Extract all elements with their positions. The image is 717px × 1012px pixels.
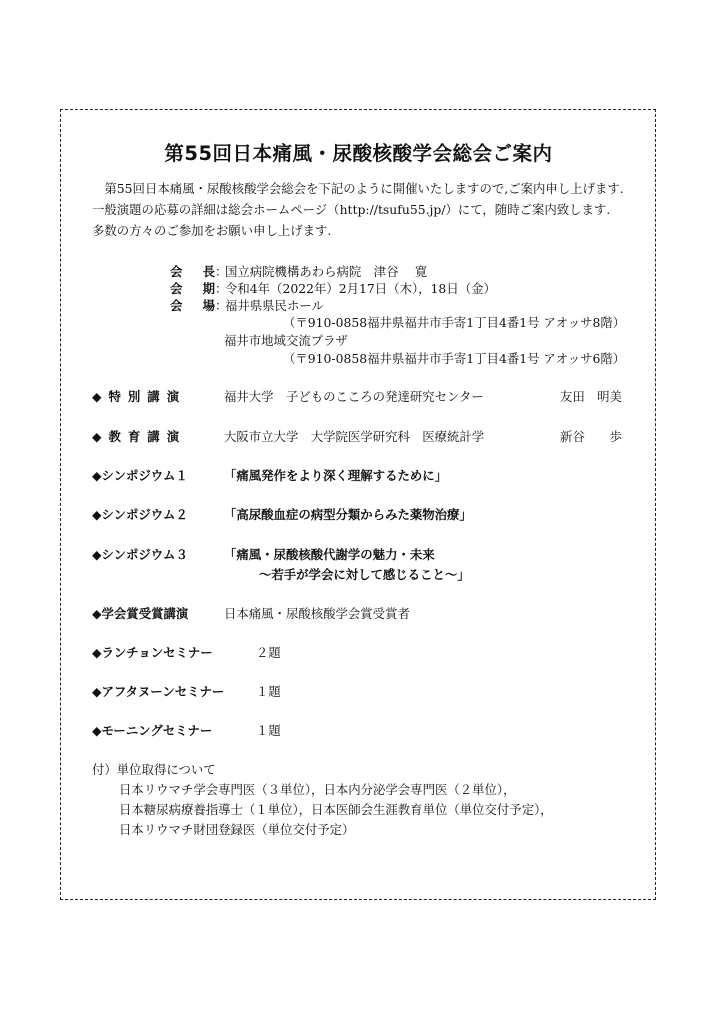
afternoon-seminar-count: １題	[256, 684, 281, 699]
colon: ：	[215, 298, 228, 313]
credits-line: 日本リウマチ財団登録医（単位交付予定）	[119, 822, 355, 837]
venue2-name: 福井市地域交流プラザ	[224, 333, 348, 348]
chair-row	[170, 262, 427, 280]
venue-row	[170, 296, 324, 314]
intro-line: 一般演題の応募の詳細は総会ホームページ（http://tsufu55.jp/）にて，随時ご案内致します.	[92, 202, 611, 217]
chair-value: 国立病院機構あわら病院 津谷 寛	[225, 264, 428, 279]
education-lecture-heading: ◆教育講演	[92, 429, 187, 444]
symposium2-heading: ◆シンポジウム２	[92, 507, 188, 522]
colon: ：	[215, 264, 228, 279]
afternoon-seminar-heading: ◆アフタヌーンセミナー	[92, 684, 225, 699]
colon: ：	[215, 281, 228, 296]
special-lecture-heading: ◆特別講演	[92, 389, 187, 404]
venue-label: 会場	[170, 298, 215, 313]
intro-line: 多数の方々のご参加をお願い申し上げます.	[92, 223, 332, 238]
chair-label: 会長	[170, 264, 215, 279]
venue1-address: （〒910‐0858福井県福井市手寄1丁目4番1号 アオッサ8階）	[283, 315, 626, 330]
credits-line: 日本リウマチ学会専門医（３単位），日本内分泌学会専門医（２単位），	[119, 782, 516, 797]
venue2-address: （〒910‐0858福井県福井市手寄1丁目4番1号 アオッサ6階）	[283, 351, 626, 366]
intro-line: 第55回日本痛風・尿酸核酸学会総会を下記のように開催いたしますので,ご案内申し上げます.	[92, 181, 624, 196]
symposium3-title: 「痛風・尿酸核酸代謝学の魅力・未来	[224, 547, 435, 562]
period-label: 会期	[170, 281, 215, 296]
intro-paragraph	[92, 178, 632, 241]
symposium2-title: 「高尿酸血症の病型分類からみた薬物治療」	[224, 507, 472, 522]
education-lecture-speaker: 新谷 歩	[560, 429, 622, 444]
symposium1-title: 「痛風発作をより深く理解するために」	[224, 468, 448, 483]
award-lecture-body: 日本痛風・尿酸核酸学会賞受賞者	[224, 606, 410, 621]
period-value: 令和4年（2022年）2月17日（木），18日（金）	[225, 281, 496, 296]
morning-seminar-count: １題	[256, 723, 281, 738]
award-lecture-heading: ◆学会賞受賞講演	[92, 606, 189, 621]
period-row	[170, 279, 496, 297]
luncheon-seminar-count: ２題	[256, 645, 281, 660]
page-title: 第55回日本痛風・尿酸核酸学会総会ご案内	[164, 142, 553, 165]
luncheon-seminar-heading: ◆ランチョンセミナー	[92, 645, 213, 660]
credits-line: 日本糖尿病療養指導士（１単位），日本医師会生涯教育単位（単位交付予定），	[119, 802, 553, 817]
education-lecture-affiliation: 大阪市立大学 大学院医学研究科 医療統計学	[224, 429, 485, 444]
morning-seminar-heading: ◆モーニングセミナー	[92, 723, 213, 738]
symposium3-subtitle: ～若手が学会に対して感じること～」	[259, 567, 470, 582]
symposium3-heading: ◆シンポジウム３	[92, 547, 188, 562]
venue1-name: 福井県県民ホール	[225, 298, 324, 313]
special-lecture-speaker: 友田 明美	[560, 389, 622, 404]
symposium1-heading: ◆シンポジウム１	[92, 468, 188, 483]
special-lecture-affiliation: 福井大学 子どものこころの発達研究センター	[224, 389, 484, 404]
credits-heading: 付）単位取得について	[92, 762, 216, 777]
